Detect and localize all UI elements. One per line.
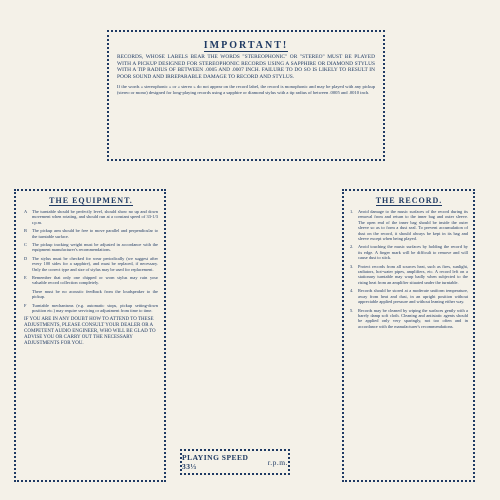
record-item: 5. Records may be cleaned by wiping the surfaces gently with a barely damp soft cloth. Cleaning and antistatic agents should be applied only very sparingly, not too often and in accordance with the manufacturer's recommendations.: [350, 307, 468, 329]
equipment-item: E Remember that only one chipped or worn stylus may ruin your valuable record collection completely.: [24, 275, 158, 286]
equipment-box: [14, 189, 166, 482]
stereo-warning-text: RECORDS, WHOSE LABELS BEAR THE WORDS "STEREOPHONIC" OR "STEREO" MUST BE PLAYED WITH A PICKUP DESIGNED FOR STEREOPHONIC RECORDS USING A SAPPHIRE OR DIAMOND STYLUS WITH A TIP RADIUS OF BETWEEN .0005 AND .0007 INCH. FAILURE TO DO SO IS LIKELY TO RESULT IN POOR SOUND AND IRREPARABLE DAMAGE TO RECORD AND STYLUS.: [117, 54, 375, 80]
equipment-item: D The stylus must be checked for wear periodically (we suggest after every 100 sides for a sapphire), and must be replaced, if necessary. Only the correct type and size of stylus may be used for replacement.: [24, 255, 158, 272]
equipment-item: F Turntable mechanisms (e.g. automatic stops, pickup setting-down position etc.) may require servicing or adjustment from time to time.: [24, 302, 158, 314]
equipment-item: There must be no acoustic feedback from the loudspeaker to the pickup.: [32, 288, 158, 300]
equipment-item: C The pickup tracking weight must be adjusted in accordance with the equipment manufacturer's recommendations.: [24, 242, 158, 253]
important-title: IMPORTANT!: [203, 40, 289, 51]
mono-note-text: If the words « stereophonic » or « stereo » do not appear on the record label, the record is monophonic and may be played with any pickup (stereo or mono) designed for long-playing records using a sapphire or diamond stylus with a tip radius of between .0005 and .0010 inch.: [117, 84, 375, 95]
record-item: 2. Avoid touching the music surfaces by holding the record by its edge. A finger mark will be difficult to remove and will cause dust to stick.: [350, 244, 468, 261]
equipment-item: A The turntable should be perfectly level, should show no up and down movement when rotating, and should run at a constant speed of 33-1/3 r.p.m.: [24, 209, 158, 225]
equipment-title: THE EQUIPMENT.: [49, 196, 133, 205]
record-box: [342, 189, 475, 482]
record-item: 1. Avoid damage to the music surfaces of the record during its removal from and return to the inner bag and outer sleeve. The open end of the inner bag should be inside the outer sleeve so as to form a dust seal. To prevent accumulation of dust on the record, it should always be kept in its bag and sleeve except when being played.: [350, 209, 468, 242]
equipment-advice-text: IF YOU ARE IN ANY DOUBT HOW TO ATTEND TO THESE ADJUSTMENTS, PLEASE CONSULT YOUR DEALER OR A COMPETENT AUDIO ENGINEER, WHO WILL BE GLAD TO ADVISE YOU OR CARRY OUT THE NECESSARY ADJUSTMENTS FOR YOU.: [24, 316, 156, 346]
playing-speed-box: [180, 449, 290, 475]
important-notice-box: [107, 30, 385, 161]
equipment-list: [24, 209, 158, 314]
playing-speed-label: PLAYING SPEED 33⅓ r.p.m.: [182, 453, 288, 471]
equipment-item: B The pickup arm should be free to move parallel and perpendicular to the turntable surface.: [24, 228, 158, 239]
record-item: 4. Records should be stored at a moderate uniform temperature, away from heat and dust, in an upright position without appreciable applied pressure and without leaning either way.: [350, 288, 468, 305]
record-item: 3. Protect records from all sources heat, such as fires, sunlight, radiators, hot-water pipes, amplifiers, etc. A record left on a stationary turntable may warp badly when subjected to the rising heat from an amplifier situated under the turntable.: [350, 263, 468, 285]
record-title: THE RECORD.: [375, 196, 443, 205]
